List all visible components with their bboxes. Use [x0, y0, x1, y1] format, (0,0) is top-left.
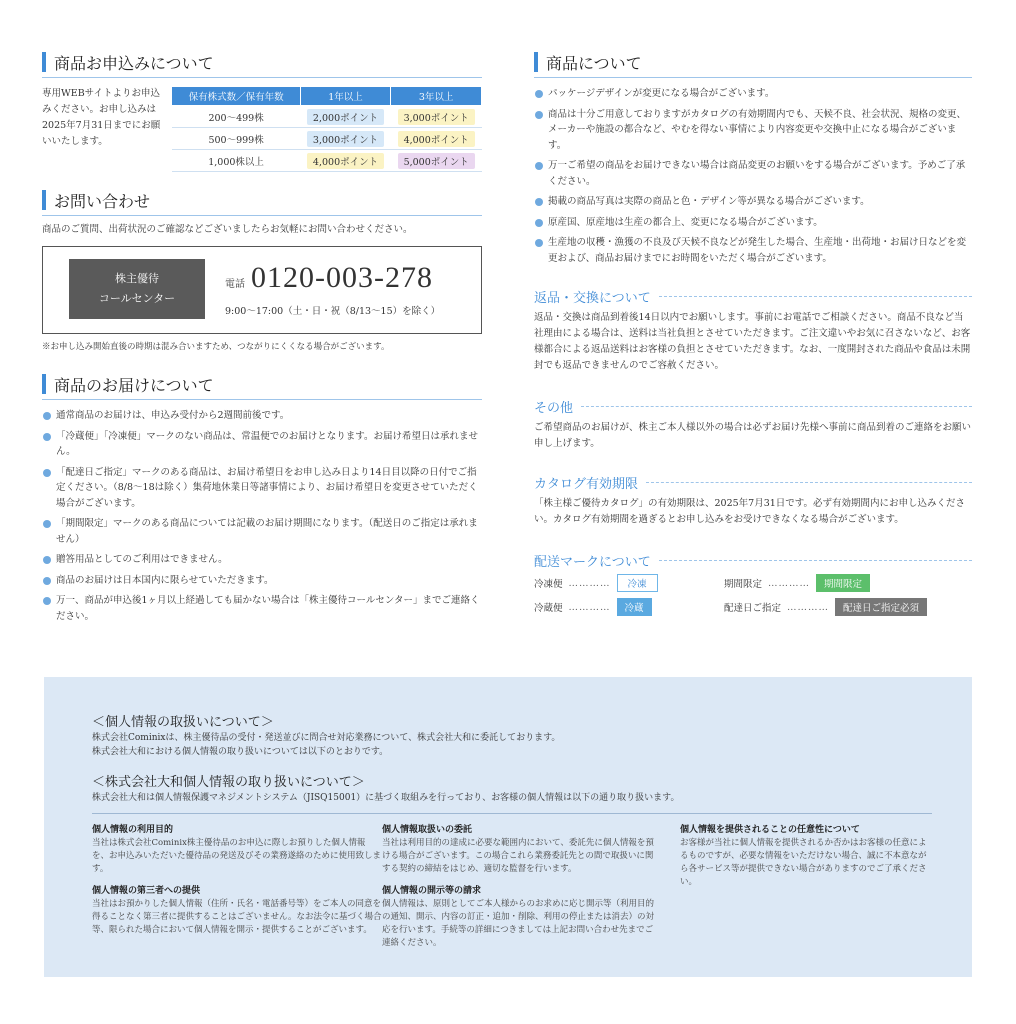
marks-title: 配送マークについて: [534, 554, 651, 570]
table-row: [172, 150, 482, 172]
heading-divider: [659, 296, 972, 297]
list-item: 万一、商品が申込後1ヶ月以上経過しても届かない場合は「株主優待コールセンター」までご連絡ください。: [42, 593, 482, 624]
list-item: 生産地の収穫・漁獲の不良及び天候不良などが発生した場合、生産地・出荷地・お届け日などを変更および、商品お届けまでにお時間をいただく場合がございます。: [534, 235, 972, 266]
catalog-heading: [534, 472, 972, 492]
list-item: 「配達日ご指定」マークのある商品は、お届け希望日をお申し込み日より14日目以降の日付でご指定ください。（8/8～18は除く）集荷地休業日等諸事情により、お届け希望日を変更させていただく場合がございます。: [42, 465, 482, 512]
list-item: 通常商品のお届けは、申込み受付から2週間前後です。: [42, 408, 482, 424]
catalog-text: 「株主様ご優待カタログ」の有効期限は、2025年7月31日です。必ず有効期間内にお申し込みください。カタログ有効期間を過ぎるとお申し込みをお受けできなくなる場合がございます。: [534, 498, 966, 525]
limited-tag: 期間限定: [816, 574, 870, 592]
leader-dots: …………: [787, 601, 830, 613]
privacy-block-heading: 個人情報の開示等の請求: [382, 886, 482, 896]
leader-dots: …………: [768, 577, 811, 589]
left-column: [42, 50, 482, 624]
points-cell: 2,000ポイント: [307, 109, 384, 125]
privacy-block-text: 当社は利用目的の達成に必要な範囲内において、委託先に個人情報を預ける場合がございます。この場合これら業務委託先との間で取扱いに関する契約の締結をはじめ、適切な監督を行います。: [382, 838, 654, 874]
privacy-title-1: ＜個人情報の取扱いについて＞: [92, 715, 274, 730]
mark-chilled: 冷蔵便 ………… 冷蔵: [534, 598, 724, 616]
points-cell: 3,000ポイント: [307, 131, 384, 147]
product-heading: [534, 50, 972, 78]
mark-frozen: 冷凍便 ………… 冷凍: [534, 574, 724, 592]
call-center-box: [42, 246, 482, 334]
privacy-block-heading: 個人情報の第三者への提供: [92, 886, 201, 896]
product-list: [534, 86, 972, 266]
header-3year: 3年以上: [391, 87, 482, 106]
returns-title: 返品・交換について: [534, 290, 651, 306]
heading-divider: [659, 560, 972, 561]
table-row: [172, 128, 482, 150]
product-title: 商品について: [546, 53, 642, 73]
header-1year: 1年以上: [300, 87, 391, 106]
contact-intro: 商品のご質問、出荷状況のご確認などございましたらお気軽にお問い合わせください。: [42, 224, 413, 235]
other-heading: [534, 396, 972, 416]
privacy-text-2: 株式会社大和は個人情報保護マネジメントシステム（JISQ15001）に基づく取組みを行っており、お客様の個人情報は以下の通り取り扱います。: [92, 793, 680, 803]
delivery-title: 商品のお届けについて: [54, 375, 214, 395]
heading-bar: [42, 374, 46, 394]
contact-heading: [42, 188, 482, 216]
privacy-column-3: [672, 823, 932, 958]
list-item: 贈答用品としてのご利用はできません。: [42, 552, 482, 568]
heading-divider: [646, 482, 972, 483]
privacy-block-text: お客様が当社に個人情報を提供されるか否かはお客様の任意によるものですが、必要な情報をいただけない場合、誠に不本意ながら各サービス等が提供できない場合がありますのでご了承ください。: [680, 838, 927, 887]
phone-label: 電話: [225, 279, 245, 290]
delivery-date-tag: 配達日ご指定必須: [835, 598, 927, 616]
list-item: 「冷蔵便」「冷凍便」マークのない商品は、常温便でのお届けとなります。お届け希望日は承れません。: [42, 429, 482, 460]
table-row: [172, 106, 482, 128]
contact-note: ※お申し込み開始直後の時期は混み合いますため、つながりにくくなる場合がございます。: [42, 342, 390, 352]
privacy-blocks: [92, 823, 932, 958]
contact-title: お問い合わせ: [54, 191, 151, 211]
call-hours: 9:00～17:00（土・日・祝（8/13～15）を除く）: [225, 306, 441, 317]
privacy-panel: [44, 677, 972, 977]
mark-delivery-date: 配達日ご指定 ………… 配達日ご指定必須: [724, 598, 964, 616]
catalog-title: カタログ有効期限: [534, 476, 639, 492]
points-cell: 5,000ポイント: [398, 153, 475, 169]
mark-limited: 期間限定 ………… 期間限定: [724, 574, 964, 592]
delivery-list: [42, 408, 482, 624]
list-item: 商品のお届けは日本国内に限らせていただきます。: [42, 573, 482, 589]
heading-divider: [581, 406, 972, 407]
shares-cell: 500～999株: [172, 128, 300, 150]
shares-cell: 1,000株以上: [172, 150, 300, 172]
returns-heading: [534, 286, 972, 306]
list-item: 万一ご希望の商品をお届けできない場合は商品変更のお願いをする場合がございます。予めご了承ください。: [534, 158, 972, 189]
application-title: 商品お申込みについて: [54, 53, 214, 73]
heading-bar: [42, 52, 46, 72]
application-section: [42, 86, 482, 172]
leader-dots: …………: [568, 577, 611, 589]
other-title: その他: [534, 400, 574, 416]
marks-grid: [534, 574, 972, 616]
list-item: 商品は十分ご用意しておりますがカタログの有効期間内でも、天候不良、社会状況、規格の変更、メーカーや施設の都合など、やむを得ない事情により内容変更や交換中止になる場合がございます。: [534, 107, 972, 154]
returns-text: 返品・交換は商品到着後14日以内でお願いします。事前にお電話でご相談ください。商品不良など当社理由による場合は、送料は当社負担とさせていただきます。ご注文違いやお気に召さないなど、お客様都合による返品送料はお客様の負担とさせていただきます。なお、一度開封された商品や食品は未開封でも返品できませんのでご容赦ください。: [534, 312, 971, 371]
privacy-block-heading: 個人情報の利用目的: [92, 825, 174, 835]
marks-heading: [534, 550, 972, 570]
privacy-column-1: [92, 823, 382, 958]
privacy-block-heading: 個人情報取扱いの委託: [382, 825, 473, 835]
privacy-block-heading: 個人情報を提供されることの任意性について: [680, 825, 860, 835]
privacy-divider: [92, 813, 932, 814]
points-cell: 4,000ポイント: [398, 131, 475, 147]
heading-bar: [534, 52, 538, 72]
list-item: 「期間限定」マークのある商品については記載のお届け期間になります。（配送日のご指定は承れません）: [42, 516, 482, 547]
list-item: 原産国、原産地は生産の都合上、変更になる場合がございます。: [534, 215, 972, 231]
frozen-tag: 冷凍: [617, 574, 658, 592]
right-column: [534, 50, 972, 616]
privacy-column-2: [382, 823, 672, 958]
privacy-block-text: 当社はお預かりした個人情報（住所・氏名・電話番号等）をご本人の同意を得ることなく第三者に提供することはございません。なお法令に基づく場合等、限られた場合において個人情報を開示・提供することがございます。: [92, 899, 382, 935]
other-text: ご希望商品のお届けが、株主ご本人様以外の場合は必ずお届け先様へ事前に商品到着のご連絡をお願い申し上げます。: [534, 422, 972, 449]
application-text: 専用WEBサイトよりお申込みください。お申し込みは2025年7月31日までにお願いいたします。: [42, 88, 161, 147]
privacy-text-1: 株式会社Cominixは、株主優待品の受付・発送並びに問合せ対応業務について、株式会社大和に委託しております。 株式会社大和における個人情報の取り扱いについては以下のとおりです。: [92, 733, 561, 757]
privacy-block-text: 当社は株式会社Cominix株主優待品のお申込に際しお預りした個人情報を、お申込みいただいた優待品の発送及びその業務遂絡のために使用致します。: [92, 838, 382, 874]
privacy-title-2: ＜株式会社大和個人情報の取り扱いについて＞: [92, 775, 365, 790]
privacy-block-text: 個人情報は、原則としてご本人様からのお求めに応じ開示等（利用目的の通知、開示、内容の訂正・追加・削除、利用の停止または消去）の対応を行います。手続等の詳細につきましては上記お問い合わせ先までご連絡ください。: [382, 899, 655, 948]
points-cell: 3,000ポイント: [398, 109, 475, 125]
leader-dots: …………: [568, 601, 611, 613]
list-item: パッケージデザインが変更になる場合がございます。: [534, 86, 972, 102]
points-cell: 4,000ポイント: [307, 153, 384, 169]
call-center-label: 株主優待 コールセンター: [69, 259, 205, 319]
list-item: 掲載の商品写真は実際の商品と色・デザイン等が異なる場合がございます。: [534, 194, 972, 210]
points-table: [171, 86, 482, 172]
delivery-heading: [42, 372, 482, 400]
header-shares: 保有株式数／保有年数: [172, 87, 300, 106]
phone-number[interactable]: 0120-003-278: [251, 261, 433, 294]
shares-cell: 200～499株: [172, 106, 300, 128]
application-heading: [42, 50, 482, 78]
points-table-header: [172, 87, 482, 106]
phone-number-block: [225, 261, 433, 295]
chilled-tag: 冷蔵: [617, 598, 652, 616]
heading-bar: [42, 190, 46, 210]
